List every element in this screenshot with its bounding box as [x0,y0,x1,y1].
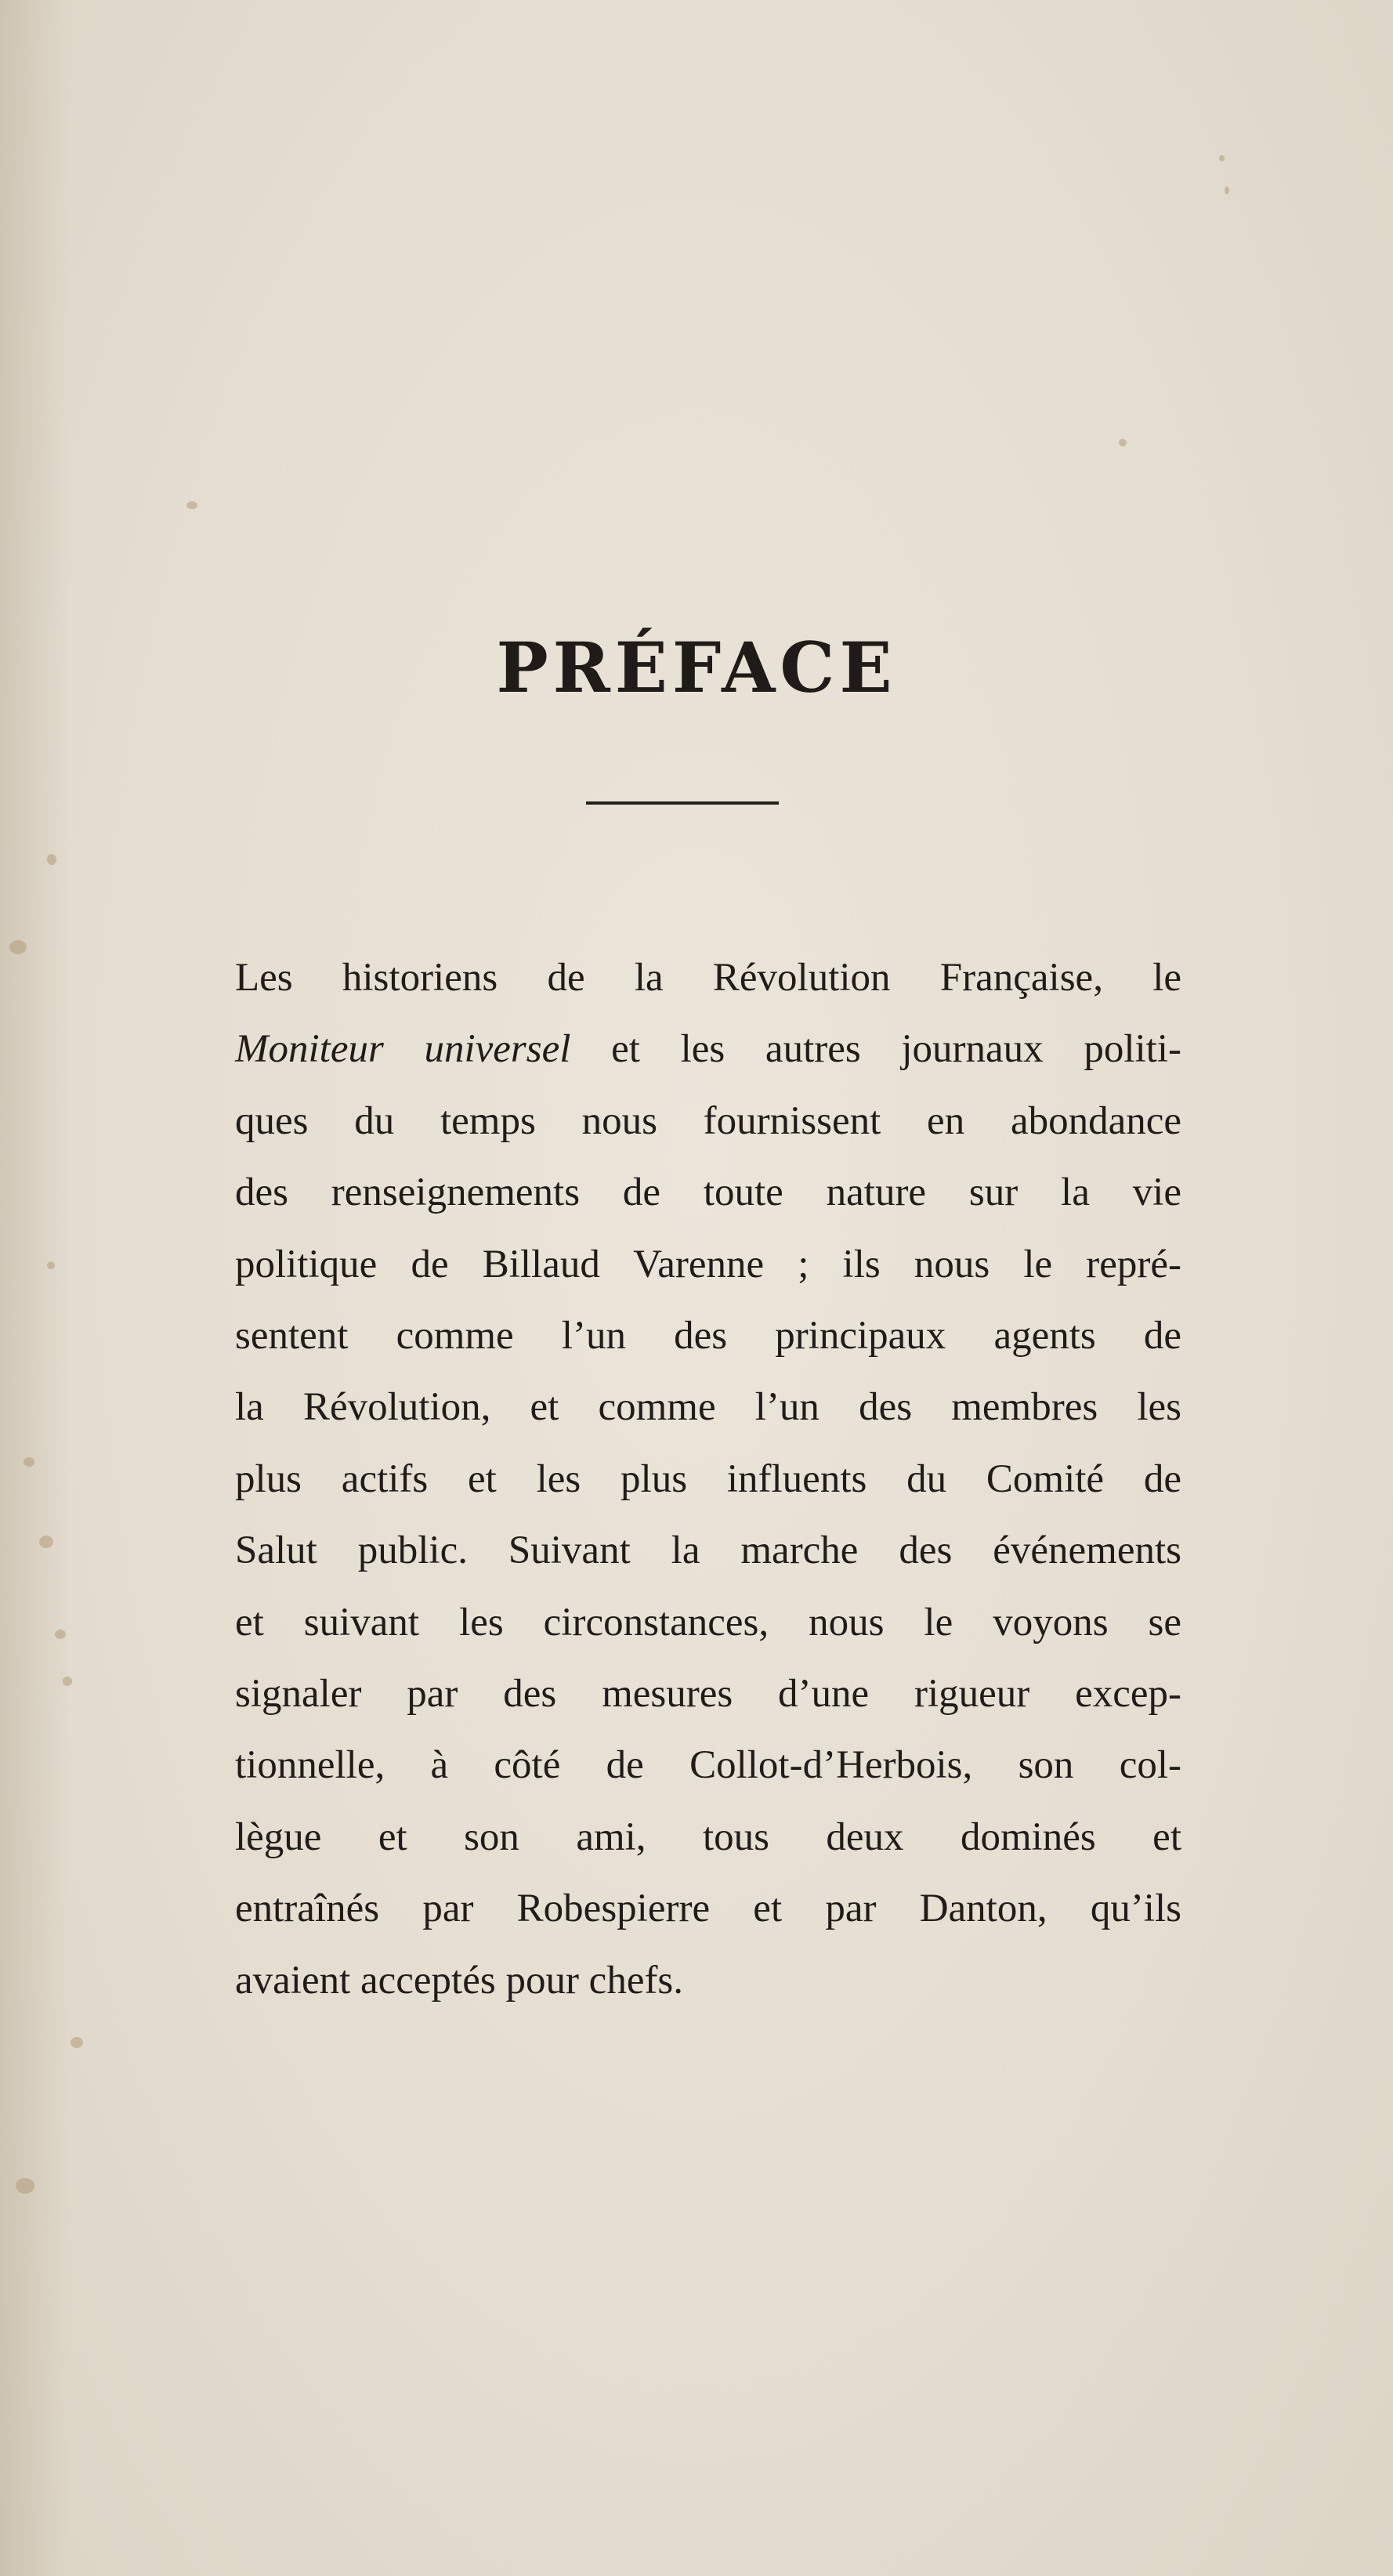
foxing-spot [186,501,197,509]
page-title: PRÉFACE [496,627,897,708]
text-line [235,1873,1181,1945]
text-segment: politique de Billaud Varenne ; ils nous le repré- [235,1242,1181,1286]
text-line [235,1086,1181,1157]
text-segment: tionnelle, à côté de Collot-d’Herbois, son col- [235,1743,1181,1788]
foxing-spot [47,854,56,865]
text-segment: des renseignements de toute nature sur la vie [235,1170,1181,1215]
title-divider [586,801,779,805]
text-segment: ques du temps nous fournissent en abondance [235,1098,1181,1143]
text-line [235,1444,1181,1515]
foxing-spot [24,1457,34,1467]
foxing-spot [55,1630,66,1639]
foxing-spot [71,2037,83,2048]
text-line [235,1802,1181,1873]
text-line [235,1945,1181,2017]
gutter-shadow [0,0,71,2576]
text-segment: lègue et son ami, tous deux dominés et [235,1814,1181,1859]
foxing-spot [63,1677,72,1686]
text-segment: et les autres journaux politi- [570,1027,1182,1072]
text-segment: plus actifs et les plus influents du Comité de [235,1456,1181,1501]
italic-title: Moniteur universel [235,1027,571,1072]
foxing-spot [1219,155,1225,161]
foxing-spot [47,1261,55,1269]
text-segment: avaient acceptés pour chefs. [235,1958,684,2003]
text-line [235,942,1181,1014]
text-line [235,1730,1181,1801]
text-line [235,1301,1181,1372]
text-line [235,1229,1181,1301]
foxing-spot [9,940,27,954]
preface-paragraph [235,942,1181,2017]
foxing-spot [39,1536,53,1548]
foxing-spot [1119,439,1127,447]
text-segment: signaler par des mesures d’une rigueur excep- [235,1672,1181,1717]
text-line [235,1587,1181,1659]
foxing-spot [1225,186,1229,194]
text-line [235,1659,1181,1730]
text-segment: Salut public. Suivant la marche des événements [235,1529,1181,1573]
text-segment: Les historiens de la Révolution Française, le [235,956,1181,1000]
text-segment: la Révolution, et comme l’un des membres les [235,1385,1181,1430]
text-line [235,1014,1181,1085]
text-segment: et suivant les circonstances, nous le voyons se [235,1600,1181,1644]
text-segment: entraînés par Robespierre et par Danton, qu’ils [235,1887,1181,1931]
text-segment: sentent comme l’un des principaux agents de [235,1314,1181,1359]
text-line [235,1157,1181,1228]
text-line [235,1515,1181,1586]
foxing-spot [16,2178,34,2194]
text-line [235,1372,1181,1443]
